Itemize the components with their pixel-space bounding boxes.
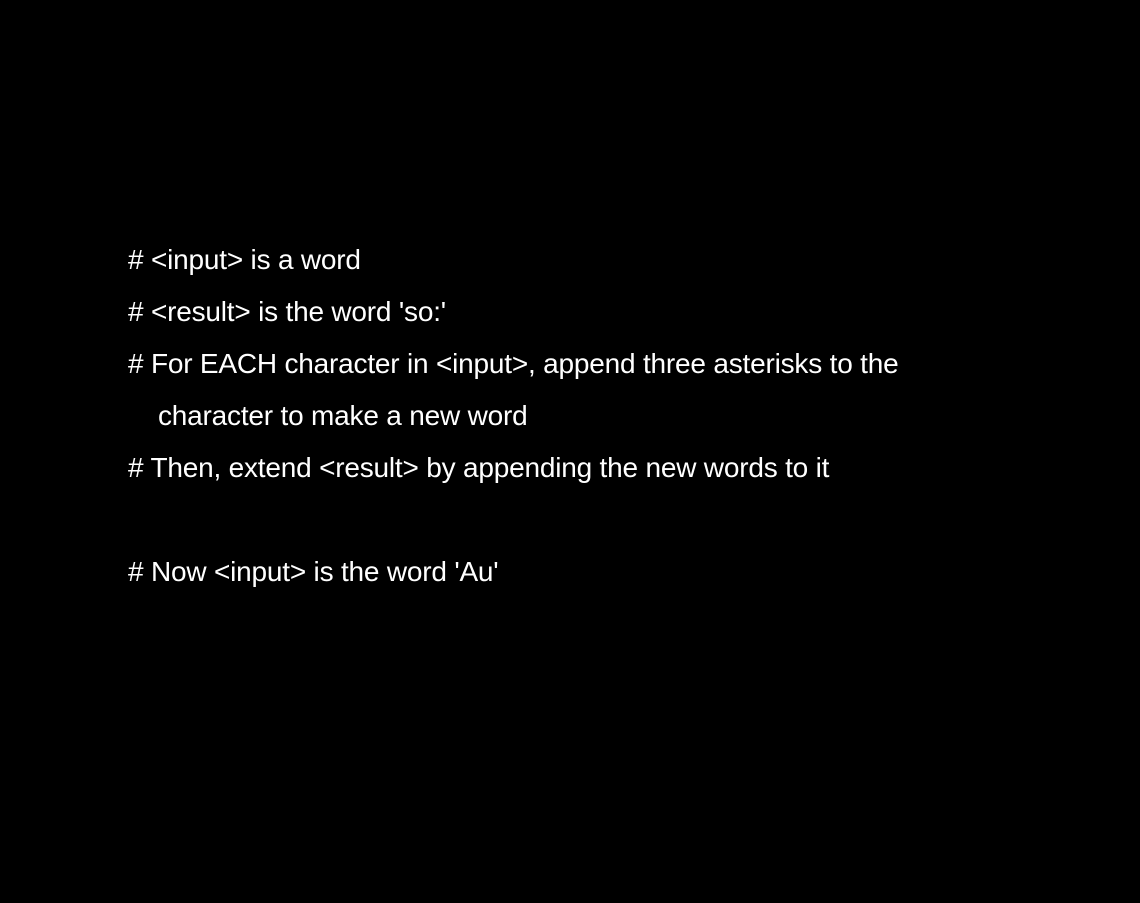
instruction-line-5: # Now <input> is the word 'Au' [128, 556, 499, 587]
blank-line [128, 494, 1028, 546]
instruction-line-3: # For EACH character in <input>, append three asterisks to the [128, 348, 899, 379]
instruction-line-1: # <input> is a word [128, 244, 361, 275]
instruction-text [128, 234, 1028, 598]
instruction-line-3-continuation: character to make a new word [158, 400, 528, 431]
instruction-line-4: # Then, extend <result> by appending the new words to it [128, 452, 830, 483]
instruction-line-2: # <result> is the word 'so:' [128, 296, 446, 327]
